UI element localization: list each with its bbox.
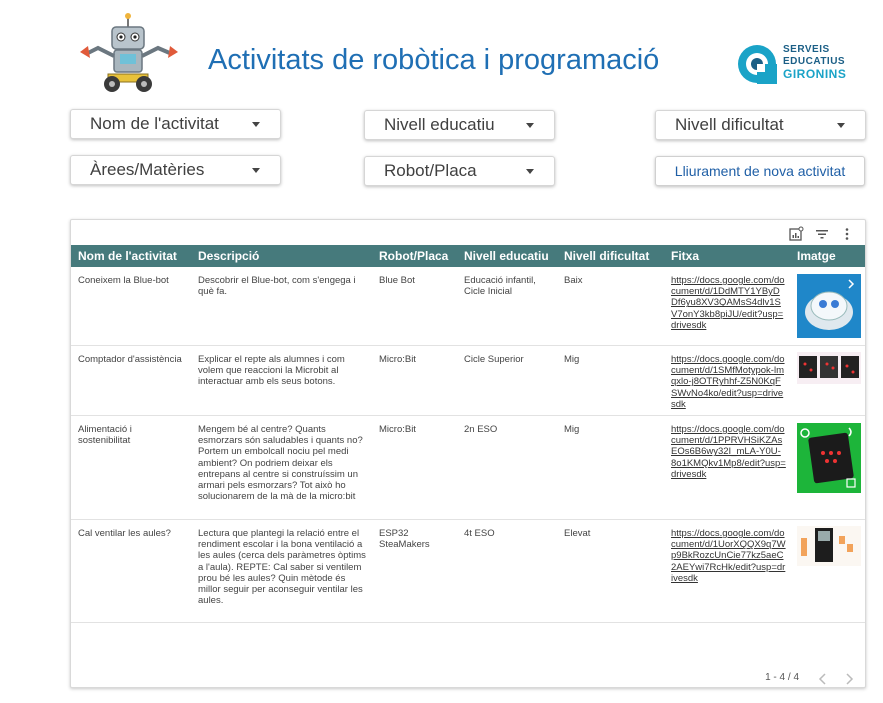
activity-description: Descobrir el Blue-bot, com s'engega i què fa. bbox=[198, 275, 356, 298]
activity-sheet-link[interactable]: https://docs.google.com/document/d/1DdMTY1YByDDf6yu8XV3QAMsS4dlv1SV7onY3kb8piJU/edit?usp=drivesdk bbox=[671, 275, 785, 331]
subjects-dropdown-label: Àrees/Matèries bbox=[90, 160, 205, 179]
activity-level: 4t ESO bbox=[464, 528, 495, 539]
activity-name: Comptador d'assistència bbox=[78, 354, 182, 365]
new-activity-button[interactable]: Lliurament de nova activitat bbox=[655, 156, 865, 186]
education-level-dropdown[interactable] bbox=[364, 110, 555, 140]
activity-difficulty: Mig bbox=[564, 424, 580, 435]
chevron-down-icon bbox=[837, 123, 845, 128]
brand-line-3: GIRONINS bbox=[783, 67, 847, 81]
education-level-dropdown-label: Nivell educatiu bbox=[384, 115, 495, 134]
activity-sheet-link[interactable]: https://docs.google.com/document/d/1UorXQQX9q7Wp9BkRozcUnCie77kz5aeC2AEYwi7RcHk/edit?usp=drivesdk bbox=[671, 528, 786, 584]
column-header-level[interactable]: Nivell educatiu bbox=[464, 249, 549, 263]
microbit-counter-image bbox=[797, 352, 861, 384]
chevron-down-icon bbox=[252, 168, 260, 173]
brand-line-2: EDUCATIUS bbox=[783, 56, 846, 67]
column-header-image[interactable]: Imatge bbox=[797, 249, 836, 263]
brand-line-1: SERVEIS bbox=[783, 44, 830, 55]
activity-difficulty: Elevat bbox=[564, 528, 591, 539]
chevron-right-icon[interactable] bbox=[841, 671, 857, 687]
activity-sheet-link[interactable]: https://docs.google.com/document/d/1PPRVHSiKZAsEOs6B6wy32I_mLA-Y0U-8o1KMQkv1Mp8/edit?usp=drivesdk bbox=[671, 424, 786, 480]
chevron-down-icon bbox=[526, 169, 534, 174]
table-row bbox=[71, 520, 865, 623]
column-header-description[interactable]: Descripció bbox=[198, 249, 260, 263]
activity-level: 2n ESO bbox=[464, 424, 498, 435]
activity-name: Cal ventilar les aules? bbox=[78, 528, 171, 539]
robot-logo-icon bbox=[78, 12, 180, 96]
activity-description: Mengem bé al centre? Quants esmorzars són saludables i quants no? Portem un embolcall nociu pel medi ambient? On podriem deixar els entrepans al centre si construíssim un armari pels esmorzars? Tot això ho solucionarem de la mà de la micro:bit bbox=[198, 424, 363, 503]
activity-robot: Blue Bot bbox=[379, 275, 415, 286]
activity-name: Alimentació i sostenibilitat bbox=[78, 424, 132, 447]
table-row bbox=[71, 267, 865, 346]
more-options-icon[interactable] bbox=[839, 226, 855, 242]
activity-difficulty: Baix bbox=[564, 275, 583, 286]
chart-insights-icon[interactable] bbox=[788, 226, 804, 242]
activity-robot: ESP32 SteaMakers bbox=[379, 528, 430, 551]
pagination-text: 1 - 4 / 4 bbox=[765, 672, 799, 683]
serveis-educatius-logo-icon bbox=[737, 44, 777, 84]
activity-level: Educació infantil, Cicle Inicial bbox=[464, 275, 536, 298]
column-header-name[interactable]: Nom de l'activitat bbox=[78, 249, 177, 263]
column-header-robot[interactable]: Robot/Placa bbox=[379, 249, 449, 263]
difficulty-dropdown[interactable] bbox=[655, 110, 866, 140]
microbit-green-image bbox=[797, 423, 861, 493]
subjects-dropdown[interactable] bbox=[70, 155, 281, 185]
activity-name: Coneixem la Blue-bot bbox=[78, 275, 169, 286]
activity-description: Lectura que plantegi la relació entre el rendiment escolar i la bona ventilació a les aules (cerca dels paràmetres òptims a l'aula). REPTE: Cal saber si ventilem prou bé les aules? Quin mètode és millor seguir per aconseguir ventilar les aules. bbox=[198, 528, 366, 607]
table-header bbox=[71, 245, 865, 267]
table-row bbox=[71, 416, 865, 520]
bluebot-image bbox=[797, 274, 861, 338]
activity-robot: Micro:Bit bbox=[379, 354, 416, 365]
robot-dropdown[interactable] bbox=[364, 156, 555, 186]
activities-table bbox=[70, 219, 866, 688]
activity-difficulty: Mig bbox=[564, 354, 580, 365]
column-header-difficulty[interactable]: Nivell dificultat bbox=[564, 249, 650, 263]
filter-icon[interactable] bbox=[814, 226, 830, 242]
page-title: Activitats de robòtica i programació bbox=[208, 44, 660, 76]
activity-description: Explicar el repte als alumnes i com volem que reaccioni la Microbit al interactuar amb els seus botons. bbox=[198, 354, 345, 388]
robot-dropdown-label: Robot/Placa bbox=[384, 161, 477, 180]
chevron-left-icon[interactable] bbox=[815, 671, 831, 687]
activity-level: Cicle Superior bbox=[464, 354, 524, 365]
activity-name-dropdown[interactable] bbox=[70, 109, 281, 139]
activity-sheet-link[interactable]: https://docs.google.com/document/d/1SMfMotypok-lmqxlo-j8OTRyhhf-Z5N0KqFSWvNo4ko/edit?usp=drivesdk bbox=[671, 354, 785, 410]
column-header-sheet[interactable]: Fitxa bbox=[671, 249, 700, 263]
difficulty-dropdown-label: Nivell dificultat bbox=[675, 115, 784, 134]
activity-robot: Micro:Bit bbox=[379, 424, 416, 435]
chevron-down-icon bbox=[526, 123, 534, 128]
brand-name bbox=[783, 44, 846, 80]
chevron-down-icon bbox=[252, 122, 260, 127]
esp32-board-image bbox=[797, 526, 861, 566]
activity-name-dropdown-label: Nom de l'activitat bbox=[90, 114, 219, 133]
table-row bbox=[71, 346, 865, 416]
